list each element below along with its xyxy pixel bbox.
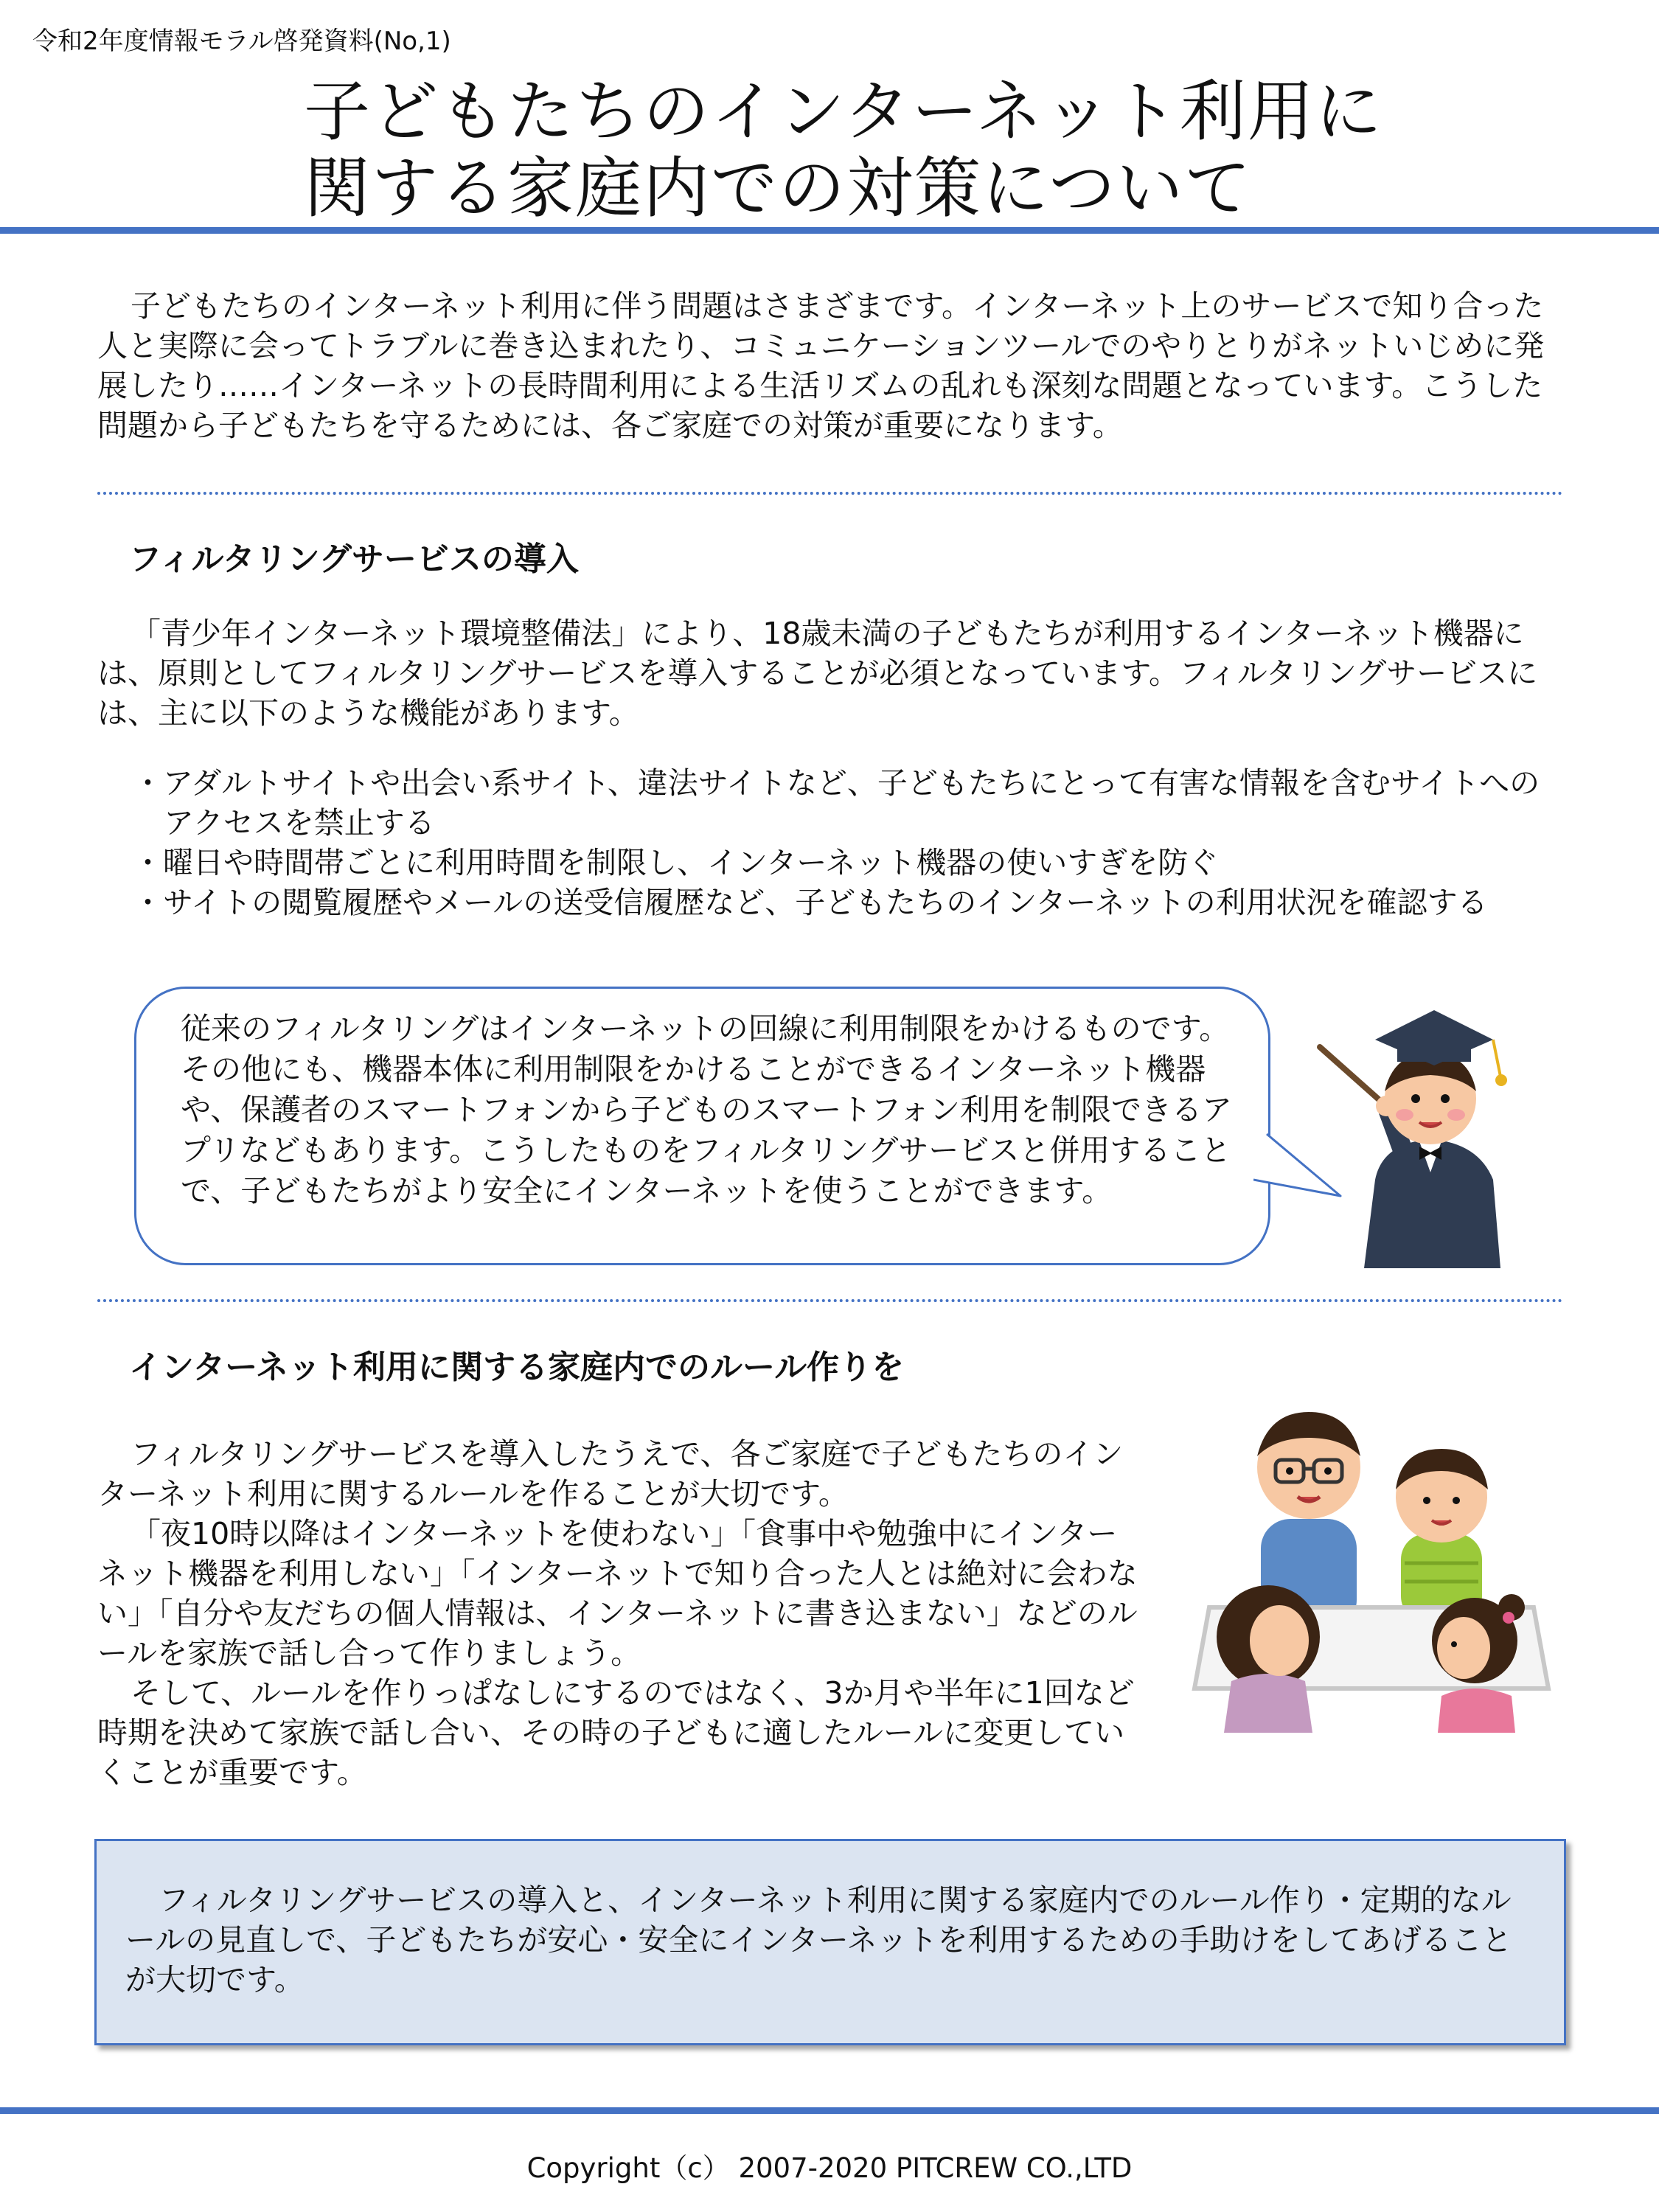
page-title-line-2: 関する家庭内での対策について bbox=[304, 150, 1253, 227]
filtering-heading: フィルタリングサービスの導入 bbox=[129, 540, 579, 578]
filtering-paragraph: 「青少年インターネット環境整備法」により、18歳未満の子どもたちが利用するインターネット機器には、原則としてフィルタリングサービスを導入することが必須となっています。フィルタリングサービスには、主に以下のような機能があります。 bbox=[97, 616, 1538, 731]
speech-bubble-text: 従来のフィルタリングはインターネットの回線に利用制限をかけるものです。その他にも、機器本体に利用制限をかけることができるインターネット機器や、保護者のスマートフォンから子どものスマートフォン利用を制限できるアプリなどもあります。こうしたものをフィルタリングサービスと併用することで、子どもたちがより安全にインターネットを使うことができます。 bbox=[181, 1011, 1232, 1208]
footer-divider bbox=[0, 2107, 1659, 2114]
bullet-item: ・サイトの閲覧履歴やメールの送受信履歴など、子どもたちのインターネットの利用状況を確認する bbox=[133, 885, 1488, 920]
filtering-bullet-list bbox=[133, 763, 1563, 922]
teacher-illustration bbox=[1312, 995, 1541, 1268]
copyright-notice: Copyright（c） 2007-2020 PITCREW CO.,LTD bbox=[526, 2152, 1133, 2184]
page-title bbox=[304, 74, 1383, 227]
page-title-line-1: 子どもたちのインターネット利用に bbox=[304, 73, 1383, 150]
rules-paragraph: 「夜10時以降はインターネットを使わない」「食事中や勉強中にインターネット機器を利用しない」「インターネットで知り合った人とは絶対に会わない」「自分や友だちの個人情報は、インターネットに書き込まない」などのルールを家族で話し合って作りましょう。 bbox=[97, 1516, 1138, 1671]
rules-paragraph: フィルタリングサービスを導入したうえで、各ご家庭で子どもたちのインターネット利用に関するルールを作ることが大切です。 bbox=[97, 1436, 1124, 1512]
rules-paragraph: そして、ルールを作りっぱなしにするのではなく、3か月や半年に1回など時期を決めて家族で話し合い、その時の子どもに適したルールに変更していくことが重要です。 bbox=[97, 1675, 1135, 1790]
rules-heading: インターネット利用に関する家庭内でのルール作りを bbox=[129, 1349, 905, 1386]
document-label: 令和2年度情報モラル啓発資料(No,1) bbox=[32, 27, 451, 56]
section-divider-2 bbox=[97, 1299, 1563, 1302]
rules-body bbox=[97, 1434, 1144, 1792]
section-divider-1 bbox=[97, 492, 1563, 495]
bullet-item: ・アダルトサイトや出会い系サイト、違法サイトなど、子どもたちにとって有害な情報を含むサイトへのアクセスを禁止する bbox=[133, 765, 1540, 841]
title-divider bbox=[0, 227, 1659, 234]
bullet-item: ・曜日や時間帯ごとに利用時間を制限し、インターネット機器の使いすぎを防ぐ bbox=[133, 845, 1219, 880]
family-discussion-illustration bbox=[1187, 1386, 1556, 1733]
intro-paragraph: 子どもたちのインターネット利用に伴う問題はさまざまです。インターネット上のサービスで知り合った人と実際に会ってトラブルに巻き込まれたり、コミュニケーションツールでのやりとりがネットいじめに発展したり……インターネットの長時間利用による生活リズムの乱れも深刻な問題となっています。こうした問題から子どもたちを守るためには、各ご家庭での対策が重要になります。 bbox=[97, 288, 1545, 443]
summary-text: フィルタリングサービスの導入と、インターネット利用に関する家庭内でのルール作り・定期的なルールの見直しで、子どもたちが安心・安全にインターネットを利用するための手助けをしてあげることが大切です。 bbox=[125, 1882, 1512, 1997]
